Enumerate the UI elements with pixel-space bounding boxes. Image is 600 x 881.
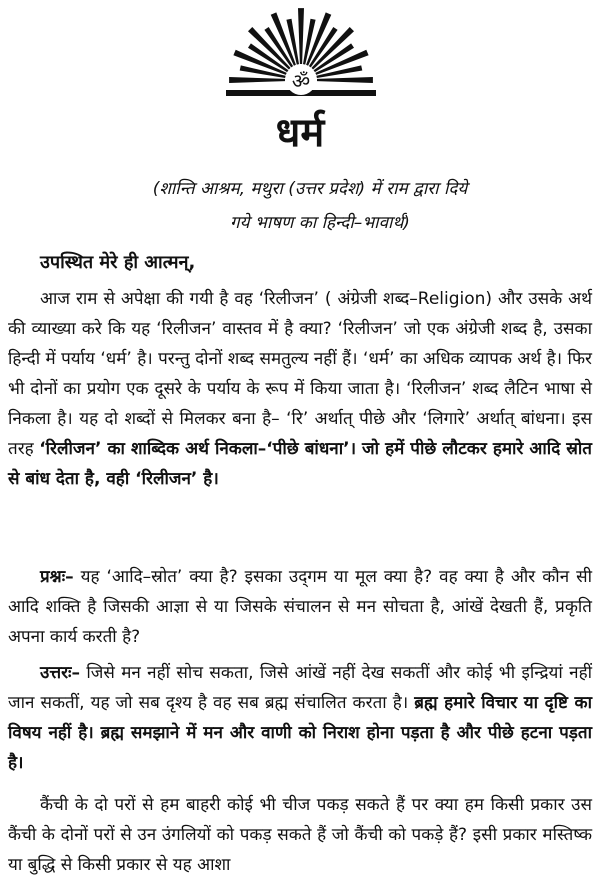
- answer-label: उत्तरः–: [40, 663, 80, 683]
- answer-bold: ब्रह्म हमारे विचार या दृष्टि का विषय नहीं है। ब्रह्म समझाने में मन और वाणी को निराश होना पड़ता है और पीछे हटना पड़ता है।: [8, 693, 592, 773]
- om-symbol: ॐ: [291, 69, 311, 93]
- greeting: उपस्थित मेरे ही आत्मन्,: [40, 252, 196, 273]
- page-title: धर्म: [275, 110, 325, 156]
- paragraph-answer: [8, 658, 592, 778]
- question-text: यह ‘आदि–स्रोत’ क्या है? इसका उद्‌गम या मूल क्या है? वह क्या है और कौन सी आदि शक्ति है जिसकी आज्ञा से या जिसके संचालन से मन सोचता है, आंखें देखती हैं, प्रकृति अपना कार्य करती है?: [8, 567, 592, 647]
- sunburst-ray: [298, 8, 304, 64]
- question-label: प्रश्नः–: [40, 567, 74, 587]
- answer-text: जिसे मन नहीं सोच सकता, जिसे आंखें नहीं देख सकतीं और कोई भी इन्द्रियां नहीं जान सकतीं, यह जो सब दृश्य है वह सब ब्रह्म संचालित करता है।: [8, 663, 592, 713]
- paragraph-4-text: कैंची के दो परों से हम बाहरी कोई भी चीज पकड़ सकते हैं पर क्या हम किसी प्रकार उस कैंची के दोनों परों से उन उंगलियों को पकड़ सकते हैं जो कैंची को पकड़े हैं? इसी प्रकार मस्तिष्क या बुद्धि से किसी प्रकार से यह आशा: [8, 795, 592, 875]
- paragraph-1-bold: ‘रिलीजन’ का शाब्दिक अर्थ निकला–‘पीछे बांधना’। जो हमें पीछे लौटकर हमारे आदि स्रोत से बांध देता है, वही ‘रिलीजन’ है।: [8, 439, 592, 489]
- paragraph-1-text: आज राम से अपेक्षा की गयी है वह ‘रिलीजन’ ( अंग्रेजी शब्द–Religion) और उसके अर्थ की व्याख्या करे कि यह ‘रिलीजन’ वास्तव में है क्या? ‘रिलीजन’ जो एक अंग्रेजी शब्द है, उसका हिन्दी में पर्याय ‘धर्म’ है। परन्तु दोनों शब्द समतुल्य नहीं हैं। ‘धर्म’ का अधिक व्यापक अर्थ है। फिर भी दोनों का प्रयोग एक दूसरे के पर्याय के रूप में किया जाता है। ‘रिलीजन’ शब्द लैटिन भाषा से निकला है। यह दो शब्दों से मिलकर बना है– ‘रि’ अर्थात् पीछे और ‘लिगारे’ अर्थात् बांधना। इस तरह: [8, 289, 592, 459]
- om-sunburst-icon: [226, 4, 376, 96]
- paragraph-1: [8, 284, 592, 494]
- subtitle-line-1: (शान्ति आश्रम, मथुरा (उत्तर प्रदेश) में राम द्वारा दिये: [152, 179, 468, 199]
- sunburst-ray: [317, 77, 373, 83]
- paragraph-4: [8, 790, 592, 880]
- paragraph-question: [8, 562, 592, 652]
- subtitle-line-2: गये भाषण का हिन्दी–भावार्थ): [230, 213, 410, 233]
- sunburst-ray: [229, 77, 285, 83]
